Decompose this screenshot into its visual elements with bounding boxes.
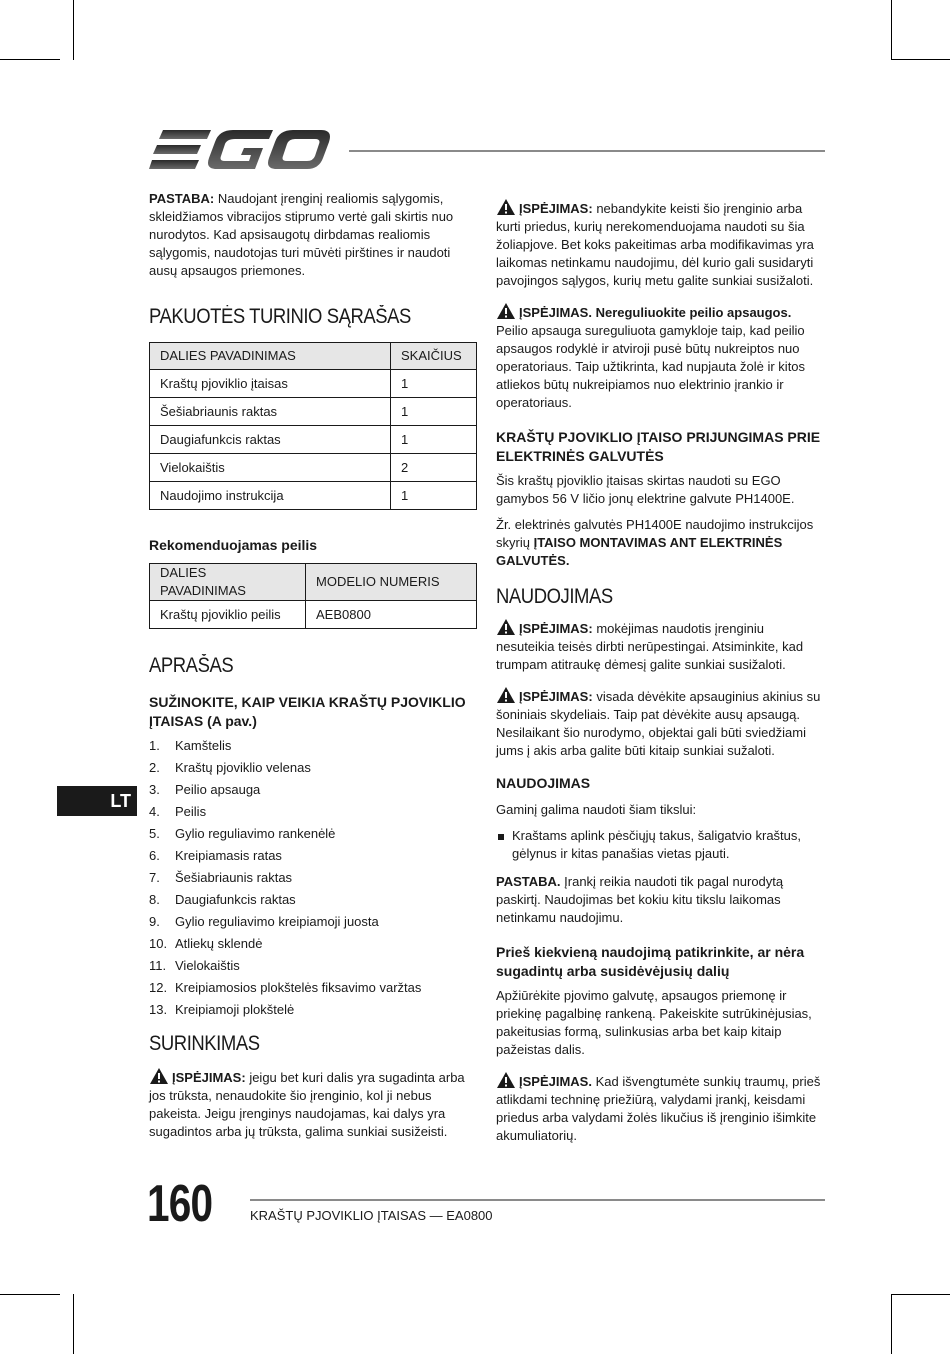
packing-table bbox=[149, 342, 477, 510]
table-cell: 1 bbox=[391, 426, 477, 454]
table-cell: Kraštų pjoviklio peilis bbox=[150, 601, 306, 629]
footer-title: KRAŠTŲ PJOVIKLIO ĮTAISAS — EA0800 bbox=[250, 1208, 493, 1223]
recommended-title: Rekomenduojamas peilis bbox=[149, 537, 318, 553]
right-column bbox=[496, 198, 826, 1153]
warning-paragraph bbox=[496, 198, 826, 290]
warning-icon bbox=[496, 1071, 516, 1089]
left-column bbox=[149, 190, 477, 1149]
crop-mark bbox=[0, 1294, 60, 1295]
warning-text: mokėjimas naudotis įrenginiu nesuteikia teisės dirbti nerūpestingai. Atsiminkite, kad trumpam atitraukę dėmesį galite sunkiai susižaloti. bbox=[496, 621, 804, 672]
crop-mark bbox=[0, 59, 60, 60]
list-item: 1. Kamštelis bbox=[149, 738, 232, 753]
table-row bbox=[150, 370, 477, 398]
warning-paragraph bbox=[496, 618, 826, 674]
list-item: 3. Peilio apsauga bbox=[149, 782, 261, 797]
warning-text: visada dėvėkite apsauginius akinius su šoniniais skydeliais. Taip pat dėvėkite ausų apsaugą. Nesilaikant šio nurodymo, objektai gali būti sviedžiami jums į akis arba galite būti kitaip sunkiai sužaloti. bbox=[496, 689, 821, 758]
table-cell: Šešiabriaunis raktas bbox=[150, 398, 391, 426]
warning-label: ĮSPĖJIMAS: bbox=[519, 201, 593, 216]
table-cell: Daugiafunkcis raktas bbox=[150, 426, 391, 454]
crop-mark bbox=[73, 0, 74, 60]
warning-icon bbox=[496, 618, 516, 636]
attach-paragraph: Šis kraštų pjoviklio įtaisas skirtas naudoti su EGO gamybos 56 V ličio jonų elektrine galvute PH1400E. bbox=[496, 473, 795, 506]
list-item: 5. Gylio reguliavimo rankenėlė bbox=[149, 826, 336, 841]
warning-paragraph bbox=[496, 302, 826, 412]
table-row bbox=[150, 426, 477, 454]
list-item: 8. Daugiafunkcis raktas bbox=[149, 892, 296, 907]
usage-intro: Gaminį galima naudoti šiam tikslui: bbox=[496, 802, 697, 817]
table-header-cell: DALIES PAVADINIMAS bbox=[150, 343, 391, 370]
note-label: PASTABA: bbox=[149, 191, 215, 206]
warning-label: ĮSPĖJIMAS: bbox=[172, 1070, 246, 1085]
table-header-cell: SKAIČIUS bbox=[391, 343, 477, 370]
warning-text: jeigu bet kuri dalis yra sugadinta arba jos trūksta, nenaudokite šio įrenginio, kol ji nebus pakeista. Jeigu įrenginys naudojamas, kai dalys yra sugadintos arba jų trūksta, galima sunkiai susižeisti. bbox=[149, 1070, 465, 1139]
usage-title: NAUDOJIMAS bbox=[496, 775, 591, 791]
table-row bbox=[150, 398, 477, 426]
note-paragraph bbox=[149, 190, 477, 280]
header-rule bbox=[349, 150, 825, 152]
note-paragraph bbox=[496, 873, 826, 927]
warning-icon bbox=[496, 302, 516, 320]
list-item: 4. Peilis bbox=[149, 804, 207, 819]
list-item: 10. Atliekų sklendė bbox=[149, 936, 263, 951]
crop-mark bbox=[891, 0, 892, 60]
assembly-title: SURINKIMAS bbox=[149, 1032, 260, 1055]
table-cell: 1 bbox=[391, 370, 477, 398]
parts-list bbox=[149, 735, 477, 1021]
table-cell: 1 bbox=[391, 482, 477, 510]
crop-mark bbox=[891, 1294, 950, 1295]
warning-icon bbox=[496, 686, 516, 704]
usage-list bbox=[496, 827, 826, 863]
page-number: 160 bbox=[147, 1175, 213, 1233]
table-cell: 2 bbox=[391, 454, 477, 482]
footer-rule bbox=[250, 1199, 825, 1201]
list-item: 6. Kreipiamasis ratas bbox=[149, 848, 282, 863]
note-label: PASTABA. bbox=[496, 874, 561, 889]
warning-label: ĮSPĖJIMAS. Nereguliuokite peilio apsaugos. bbox=[519, 305, 792, 320]
attach-paragraph: Žr. elektrinės galvutės PH1400E naudojimo instrukcijos skyrių ĮTAISO MONTAVIMAS ANT ELEKTRINĖS GALVUTĖS. bbox=[496, 517, 814, 568]
table-cell: Naudojimo instrukcija bbox=[150, 482, 391, 510]
table-cell: Vielokaištis bbox=[150, 454, 391, 482]
warning-paragraph bbox=[496, 686, 826, 760]
list-item: 7. Šešiabriaunis raktas bbox=[149, 870, 293, 885]
check-paragraph: Apžiūrėkite pjovimo galvutę, apsaugos priemonę ir priekinę pagalbinę rankeną. Pakeiskite sutrūkinėjusias, pakeitusias formą, sulinkusias arba bet kaip kitaip pažeistas dalis. bbox=[496, 988, 812, 1057]
list-item: 2. Kraštų pjoviklio velenas bbox=[149, 760, 311, 775]
check-title: Prieš kiekvieną naudojimą patikrinkite, ar nėra sugadintų arba susidėvėjusių dalių bbox=[496, 944, 805, 979]
table-header-cell: MODELIO NUMERIS bbox=[306, 564, 477, 601]
table-header-cell: DALIES PAVADINIMAS bbox=[150, 564, 306, 601]
warning-text: nebandykite keisti šio įrenginio arba kurti priedus, kurių nerekomenduojama naudoti su šia žoliapjove. Bet koks pakeitimas arba modifikavimas yra laikomas netinkamu naudojimu, dėl kurio gali susidaryti pavojingos sąlygos, kurių metu galite sunkiai susižaloti. bbox=[496, 201, 814, 288]
warning-label: ĮSPĖJIMAS: bbox=[519, 689, 593, 704]
warning-text: Peilio apsauga sureguliuota gamykloje taip, kad peilio apsaugos rodyklė ir atviroji pusė būtų nukreiptos nuo operatoriaus. Taip užtikrinta, kad nupjauta žolė ir kitos atliekos būtų nukreipiamos nuo elektrinio įrankio ir operatoriaus. bbox=[496, 323, 806, 410]
table-row bbox=[150, 601, 477, 629]
table-cell: AEB0800 bbox=[306, 601, 477, 629]
crop-mark bbox=[891, 1294, 892, 1354]
recommended-table bbox=[149, 563, 477, 629]
table-header-row bbox=[150, 343, 477, 370]
table-cell: Kraštų pjoviklio įtaisas bbox=[150, 370, 391, 398]
crop-mark bbox=[891, 59, 950, 60]
know-title: SUŽINOKITE, KAIP VEIKIA KRAŠTŲ PJOVIKLIO ĮTAISAS (A pav.) bbox=[149, 694, 466, 729]
ego-logo bbox=[149, 128, 331, 172]
warning-paragraph bbox=[496, 1071, 826, 1145]
assembly-warning bbox=[149, 1067, 477, 1141]
list-item: 9. Gylio reguliavimo kreipiamoji juosta bbox=[149, 914, 379, 929]
warning-icon bbox=[149, 1067, 169, 1085]
operation-title: NAUDOJIMAS bbox=[496, 585, 613, 608]
packing-title: PAKUOTĖS TURINIO SĄRAŠAS bbox=[149, 305, 411, 328]
description-title: APRAŠAS bbox=[149, 654, 234, 677]
table-row bbox=[150, 454, 477, 482]
warning-label: ĮSPĖJIMAS: bbox=[519, 621, 593, 636]
table-header-row bbox=[150, 564, 477, 601]
list-item: 11. Vielokaištis bbox=[149, 958, 240, 973]
warning-text: Kad išvengtumėte sunkių traumų, prieš atlikdami techninę priežiūrą, valydami įrankį, keisdami priedus arba valydami žolės likučius iš įrenginio išimkite akumuliatorių. bbox=[496, 1074, 821, 1143]
attach-title: KRAŠTŲ PJOVIKLIO ĮTAISO PRIJUNGIMAS PRIE ELEKTRINĖS GALVUTĖS bbox=[496, 429, 821, 464]
crop-mark bbox=[73, 1294, 74, 1354]
warning-label: ĮSPĖJIMAS. bbox=[519, 1074, 592, 1089]
table-row bbox=[150, 482, 477, 510]
language-tab: LT bbox=[57, 786, 137, 816]
list-item: 12. Kreipiamosios plokštelės fiksavimo varžtas bbox=[149, 980, 422, 995]
table-cell: 1 bbox=[391, 398, 477, 426]
list-item: Kraštams aplink pėsčiųjų takus, šaligatvio kraštus, gėlynus ir kitas panašias vietas pjauti. bbox=[496, 827, 826, 863]
list-item: 13. Kreipiamoji plokštelė bbox=[149, 1002, 295, 1017]
warning-icon bbox=[496, 198, 516, 216]
note-text: Naudojant įrenginį realiomis sąlygomis, skleidžiamos vibracijos stiprumo vertė gali skirtis nuo nurodytos. Kad apsisaugotų dirbdamas realiomis sąlygomis, naudotojas turi mūvėti pirštines ir naudoti ausų apsaugos priemones. bbox=[149, 191, 454, 278]
note-text: Įrankį reikia naudoti tik pagal nurodytą paskirtį. Naudojimas bet kokiu kitu tikslu laikomas netinkamu naudojimu. bbox=[496, 874, 784, 925]
